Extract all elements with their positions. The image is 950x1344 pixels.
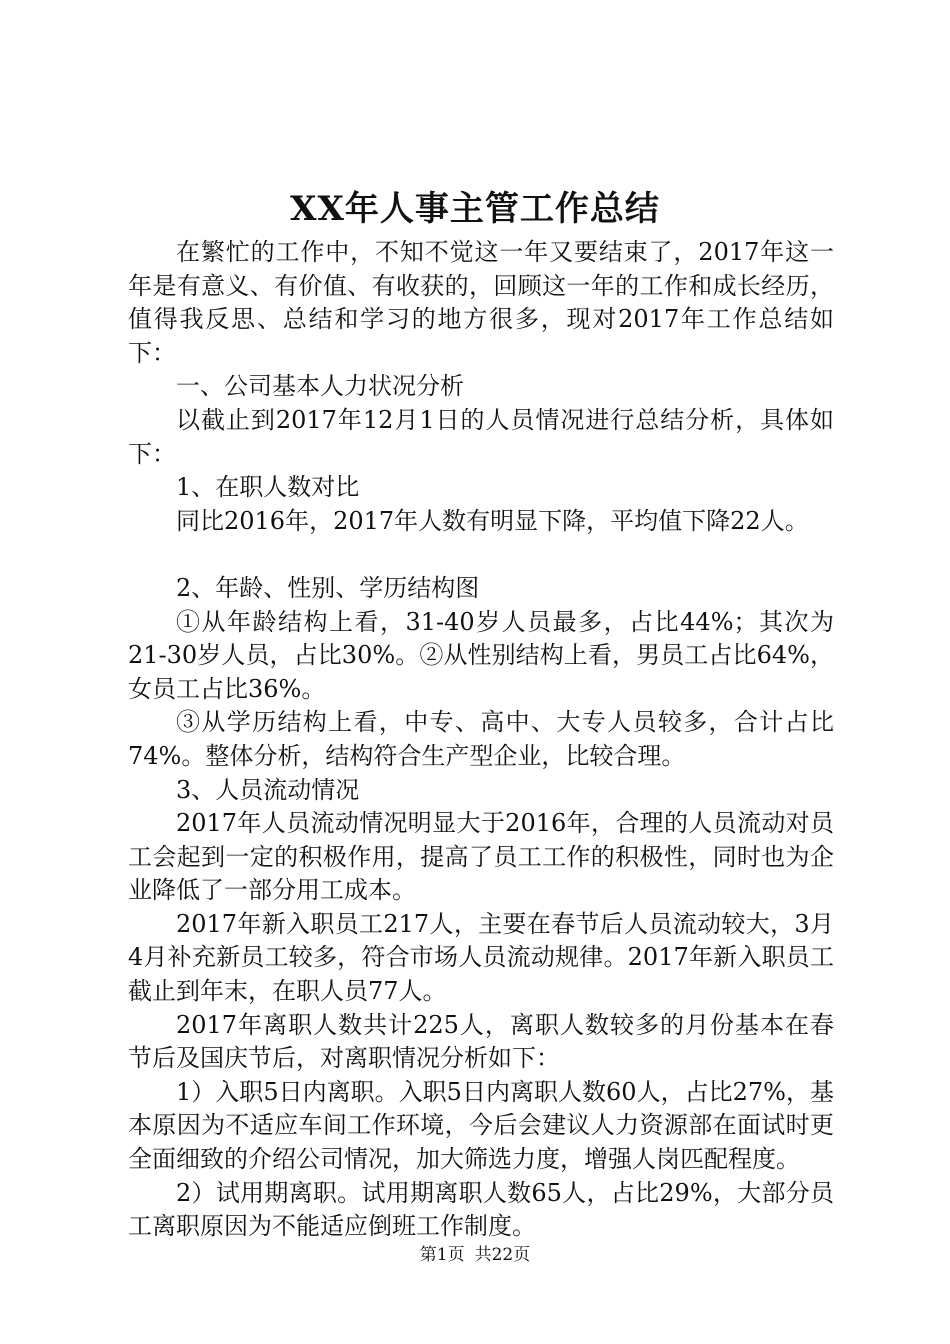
subsection-heading-2: 2、年龄、性别、学历结构图: [176, 573, 480, 602]
paragraph: 同比2016年，2017年人数有明显下降，平均值下降22人。: [176, 506, 809, 535]
subsection-heading-3: 3、人员流动情况: [176, 775, 360, 804]
paragraph: 2017年新入职员工217人，主要在春节后人员流动较大，3月4月补充新员工较多，符合市场人员流动规律。2017年新入职员工截止到年末，在职人员77人。: [128, 909, 834, 1006]
page-total: 共22页: [474, 1245, 531, 1265]
document-body: [128, 236, 834, 1244]
paragraph: ①从年龄结构上看，31-40岁人员最多，占比44%；其次为21-30岁人员，占比30%。②从性别结构上看，男员工占比64%，女员工占比36%。: [128, 607, 834, 703]
paragraph: 2017年人员流动情况明显大于2016年，合理的人员流动对员工会起到一定的积极作用，提高了员工工作的积极性，同时也为企业降低了一部分用工成本。: [128, 809, 834, 905]
paragraph: 以截止到2017年12月1日的人员情况进行总结分析，具体如下：: [128, 405, 834, 468]
subsection-heading-1: 1、在职人数对比: [176, 473, 360, 502]
paragraph: 1）入职5日内离职。入职5日内离职人数60人，占比27%，基本原因为不适应车间工作环境，今后会建议人力资源部在面试时更全面细致的介绍公司情况，加大筛选力度，增强人岗匹配程度。: [128, 1077, 834, 1174]
page-number: 第1页: [419, 1245, 465, 1265]
paragraph: 2）试用期离职。试用期离职人数65人，占比29%，大部分员工离职原因为不能适应倒班工作制度。: [128, 1178, 834, 1241]
page-footer: [0, 1243, 950, 1267]
paragraph-intro: 在繁忙的工作中，不知不觉这一年又要结束了，2017年这一年是有意义、有价值、有收获的，回顾这一年的工作和成长经历，值得我反思、总结和学习的地方很多，现对2017年工作总结如下：: [128, 238, 834, 367]
paragraph: ③从学历结构上看，中专、高中、大专人员较多，合计占比74%。整体分析，结构符合生产型企业，比较合理。: [128, 708, 834, 770]
paragraph: 2017年离职人数共计225人，离职人数较多的月份基本在春节后及国庆节后，对离职情况分析如下：: [128, 1010, 834, 1073]
section-heading-1: 一、公司基本人力状况分析: [176, 372, 464, 401]
document-title: XX年人事主管工作总结: [290, 189, 660, 229]
blank-line: [128, 538, 834, 572]
